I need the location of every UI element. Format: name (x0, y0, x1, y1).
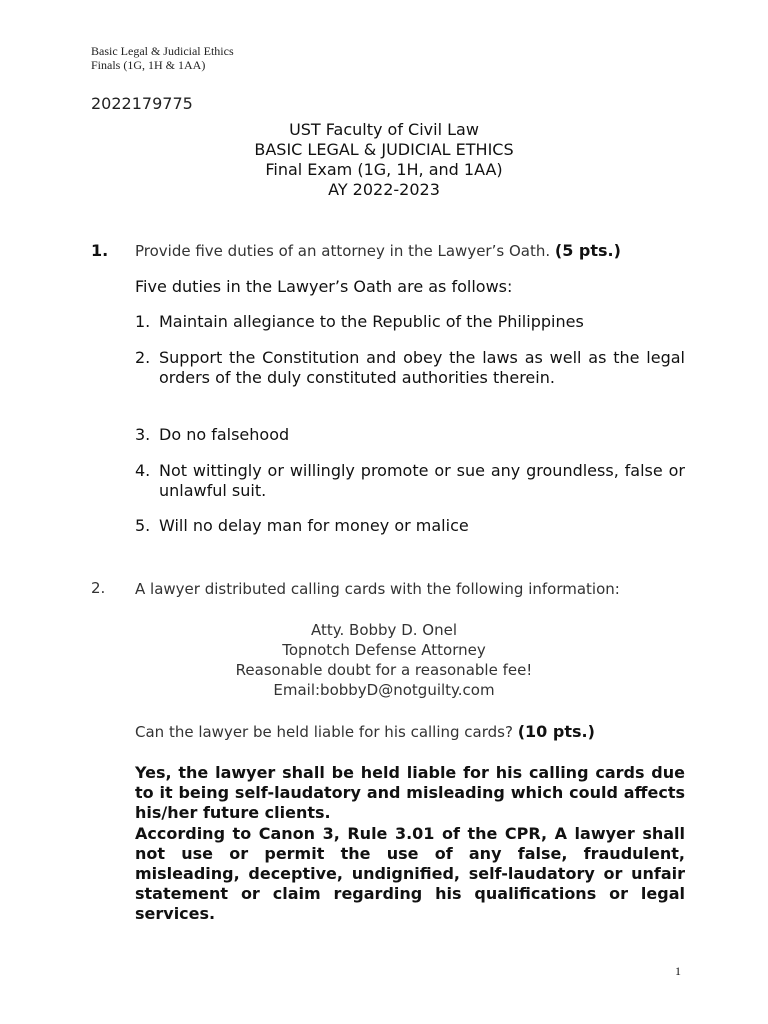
duty-number: 2. (135, 348, 151, 367)
card-line-3: Reasonable doubt for a reasonable fee! (235, 661, 533, 679)
q1-text: Provide five duties of an attorney in the Lawyer’s Oath. (135, 242, 551, 260)
header-line-1: Basic Legal & Judicial Ethics (91, 44, 234, 58)
duty-number: 1. (135, 312, 151, 331)
title-line-3: Final Exam (1G, 1H, and 1AA) (265, 160, 503, 179)
q2-question (135, 722, 595, 742)
q2-text: A lawyer distributed calling cards with the following information: (135, 580, 620, 598)
duty-number: 3. (135, 425, 151, 444)
duty-item (135, 425, 685, 445)
title-line-1: UST Faculty of Civil Law (289, 120, 479, 139)
page-number: 1 (675, 964, 681, 978)
duty-number: 5. (135, 516, 151, 535)
q1-answer-intro: Five duties in the Lawyer’s Oath are as follows: (135, 277, 513, 296)
q2-number: 2. (91, 579, 106, 597)
q2-answer-paragraph-1: Yes, the lawyer shall be held liable for his calling cards due to it being self-laudatory and misleading which could affects his/her future clients. (135, 763, 685, 822)
q1-points: (5 pts.) (554, 241, 621, 260)
duty-text: Support the Constitution and obey the laws as well as the legal orders of the duly constituted authorities therein. (159, 348, 685, 387)
duty-item (135, 312, 685, 332)
exam-title (0, 120, 768, 200)
duty-text: Not wittingly or willingly promote or sue any groundless, false or unlawful suit. (159, 461, 685, 500)
q2-question-text: Can the lawyer be held liable for his calling cards? (135, 723, 513, 741)
q1-number: 1. (91, 241, 109, 260)
duty-number: 4. (135, 461, 151, 480)
student-id: 2022179775 (91, 94, 193, 113)
duty-text: Will no delay man for money or malice (159, 516, 469, 535)
card-line-4: Email:bobbyD@notguilty.com (273, 681, 495, 699)
duty-text: Maintain allegiance to the Republic of the Philippines (159, 312, 584, 331)
q2-answer-paragraph-2: According to Canon 3, Rule 3.01 of the CPR, A lawyer shall not use or permit the use of any false, fraudulent, misleading, deceptive, undignified, self-laudatory or unfair statement or claim regarding his qualifications or legal services. (135, 824, 685, 923)
title-line-4: AY 2022-2023 (328, 180, 440, 199)
card-line-2: Topnotch Defense Attorney (282, 641, 486, 659)
q2-points: (10 pts.) (517, 722, 595, 741)
card-line-1: Atty. Bobby D. Onel (311, 621, 457, 639)
q1-question (135, 241, 621, 261)
header-line-2: Finals (1G, 1H & 1AA) (91, 58, 206, 72)
title-line-2: BASIC LEGAL & JUDICIAL ETHICS (254, 140, 514, 159)
calling-card (0, 620, 768, 700)
duty-item (135, 461, 685, 501)
running-header (91, 44, 234, 72)
duty-item (135, 348, 685, 388)
duty-text: Do no falsehood (159, 425, 290, 444)
duty-item (135, 516, 685, 536)
